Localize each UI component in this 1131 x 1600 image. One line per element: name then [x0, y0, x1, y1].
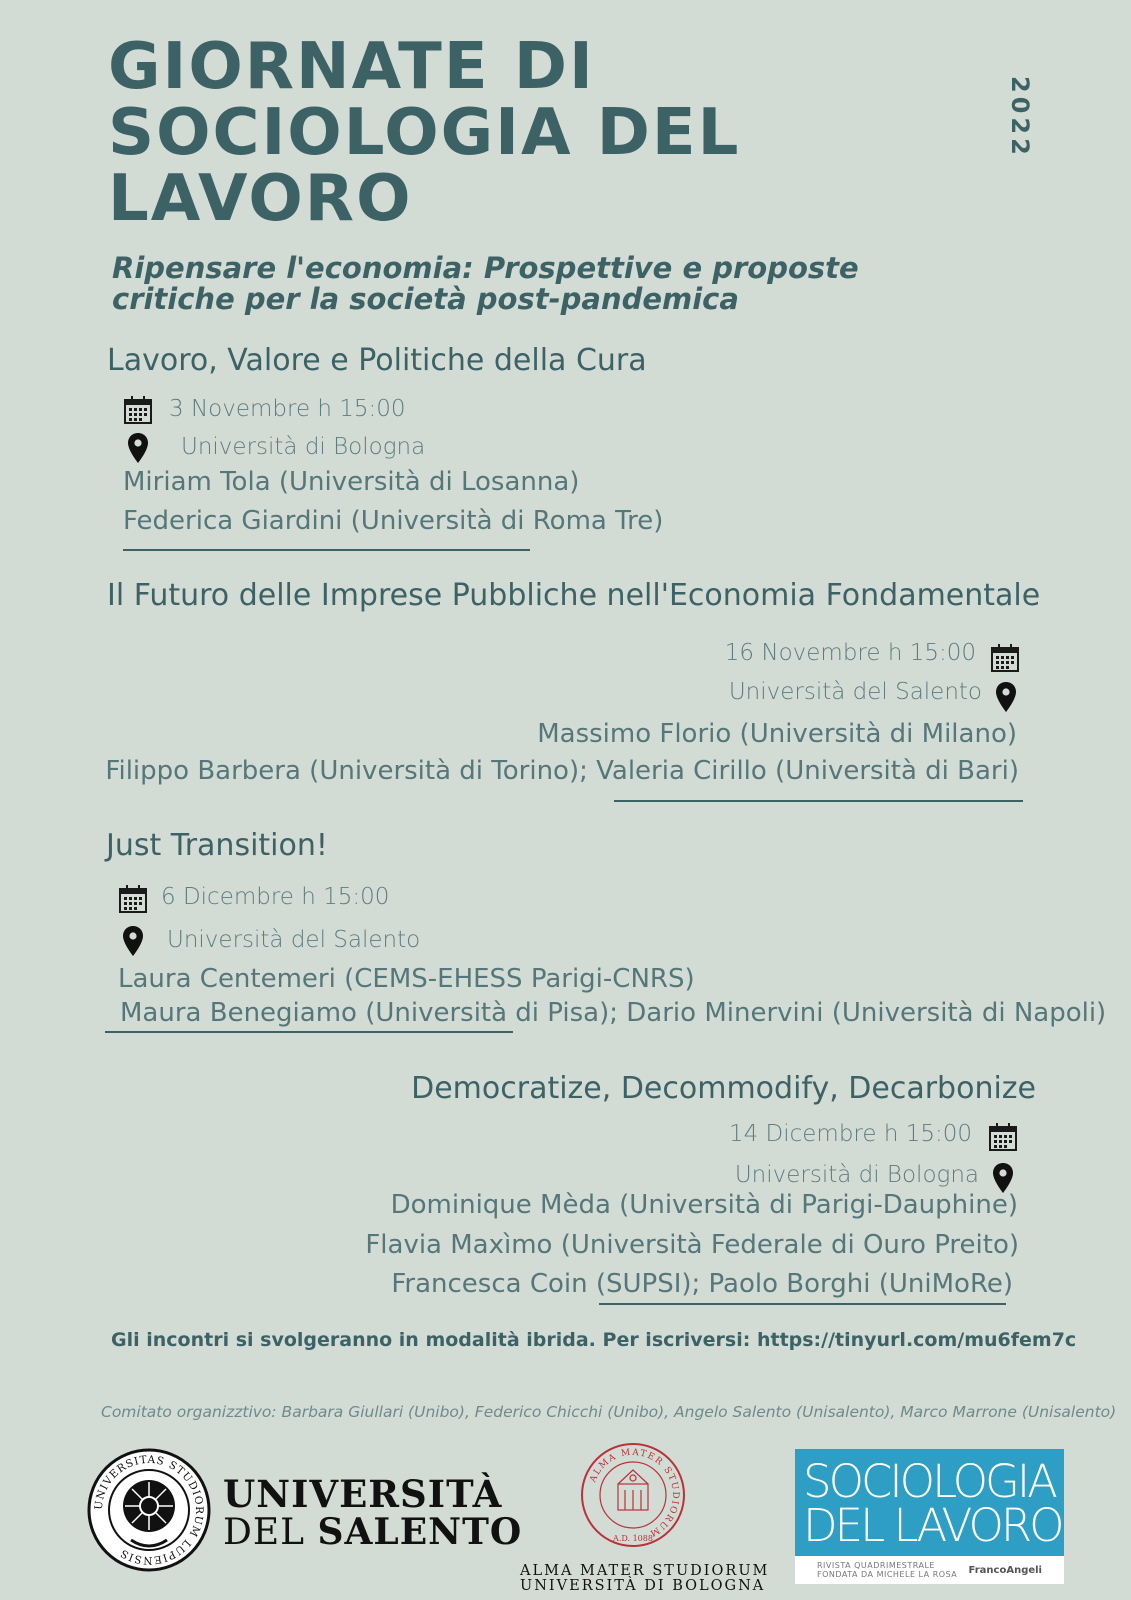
year-label: 2022 [1006, 76, 1034, 159]
session-4-date: 14 Dicembre h 15:00 [728, 1121, 972, 1147]
session-2-speaker-2: Filippo Barbera (Università di Torino); Valeria Cirillo (Università di Bari) [105, 756, 1019, 786]
committee-note: Comitato organizztivo: Barbara Giullari (Unibo), Federico Chicchi (Unibo), Angelo Salento (Unisalento), Marco Marrone (Unisalento) [101, 1403, 1117, 1421]
calendar-icon [990, 643, 1020, 673]
sociologia-del-lavoro-logo [795, 1449, 1064, 1584]
subtitle-line-1: Ripensare l'economia: Prospettive e proposte [112, 251, 859, 285]
session-4-speaker-2: Flavia Maxìmo (Università Federale di Ouro Preito) [365, 1230, 1019, 1260]
calendar-icon [118, 884, 148, 914]
location-pin-icon [126, 432, 150, 464]
sociologia-logo-sub-2: FONDATA DA MICHELE LA ROSA [817, 1570, 958, 1579]
session-1-speaker-1: Miriam Tola (Università di Losanna) [123, 467, 580, 497]
session-4-title: Democratize, Decommodify, Decarbonize [411, 1071, 1036, 1106]
session-3-location: Università del Salento [167, 927, 421, 953]
svg-text:UNIVERSITAS STUDIORUM LUPIENSI: UNIVERSITAS STUDIORUM LUPIENSIS [92, 1453, 206, 1567]
registration-note: Gli incontri si svolgeranno in modalità ibrida. Per iscriversi: https://tinyurl.com/mu6fem7c [111, 1329, 1077, 1351]
divider [123, 549, 530, 551]
session-4-location: Università di Bologna [734, 1162, 979, 1188]
title-line-2: SOCIOLOGIA DEL [108, 96, 741, 170]
calendar-icon [988, 1122, 1018, 1152]
session-2-location: Università del Salento [728, 679, 982, 705]
session-3-speaker-1: Laura Centemeri (CEMS-EHESS Parigi-CNRS) [118, 964, 695, 994]
session-3-date: 6 Dicembre h 15:00 [161, 884, 390, 910]
svg-text:A.D. 1088: A.D. 1088 [613, 1534, 653, 1543]
session-1-date: 3 Novembre h 15:00 [169, 396, 406, 422]
divider [105, 1031, 513, 1033]
calendar-icon [123, 395, 153, 425]
session-1-title: Lavoro, Valore e Politiche della Cura [107, 343, 647, 378]
unisalento-name-line-1: UNIVERSITÀ [223, 1472, 503, 1516]
unibo-seal-logo [580, 1442, 686, 1548]
divider [599, 1303, 1006, 1305]
svg-text:ALMA MATER STUDIORUM: ALMA MATER STUDIORUM [588, 1447, 681, 1539]
location-pin-icon [121, 925, 145, 957]
session-1-speaker-2: Federica Giardini (Università di Roma Tre) [123, 506, 664, 536]
session-4-speaker-1: Dominique Mèda (Università di Parigi-Dauphine) [390, 1190, 1018, 1220]
unibo-name-line-1: ALMA MATER STUDIORUM [520, 1563, 770, 1579]
session-3-title: Just Transition! [106, 828, 328, 863]
session-1-location: Università di Bologna [181, 434, 426, 460]
title-line-3: LAVORO [108, 162, 413, 236]
sociologia-logo-line-2: DEL LAVORO [803, 1499, 1062, 1552]
unibo-name-line-2: UNIVERSITÀ DI BOLOGNA [520, 1578, 766, 1594]
subtitle-line-2: critiche per la società post-pandemica [112, 282, 739, 316]
divider [614, 800, 1023, 802]
sociologia-logo-sub-1: RIVISTA QUADRIMESTRALE [817, 1561, 935, 1570]
publisher-name: FrancoAngeli [968, 1565, 1042, 1576]
unisalento-name-line-2: DEL SALENTO [223, 1511, 523, 1553]
session-4-speaker-3: Francesca Coin (SUPSI); Paolo Borghi (UniMoRe) [391, 1269, 1013, 1299]
session-2-date: 16 Novembre h 15:00 [724, 640, 976, 666]
sociologia-logo-line-1: SOCIOLOGIA [803, 1455, 1055, 1508]
session-2-speaker-1: Massimo Florio (Università di Milano) [537, 719, 1017, 749]
location-pin-icon [994, 681, 1018, 713]
title-line-1: GIORNATE DI [108, 30, 595, 104]
session-2-title: Il Futuro delle Imprese Pubbliche nell'Economia Fondamentale [107, 578, 1041, 613]
sociologia-logo-band [795, 1556, 1064, 1584]
unisalento-seal-logo [87, 1448, 211, 1572]
session-3-speaker-2: Maura Benegiamo (Università di Pisa); Dario Minervini (Università di Napoli) [120, 998, 1107, 1028]
